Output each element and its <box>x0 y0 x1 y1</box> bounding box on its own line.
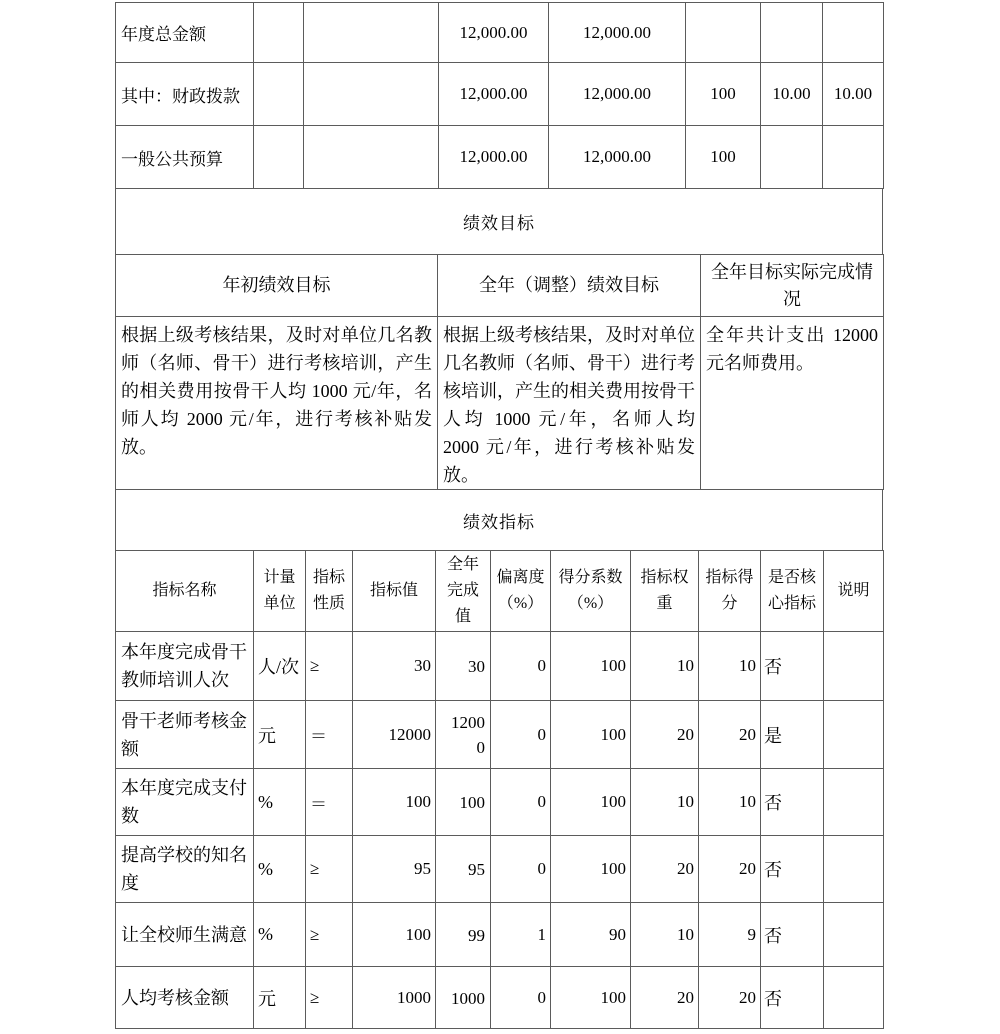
indicator-coefficient-cell: 100 <box>551 632 631 701</box>
indicator-coefficient-cell: 90 <box>551 903 631 967</box>
indicator-target-cell: 30 <box>353 632 436 701</box>
indicator-coefficient-cell: 100 <box>551 701 631 769</box>
table-row <box>116 255 884 317</box>
table-row <box>116 903 884 967</box>
completed-value: 12000 <box>451 712 485 757</box>
table-row <box>116 769 884 836</box>
indicator-note-cell <box>824 967 884 1029</box>
funding-value-cell <box>823 126 884 189</box>
funding-amount-cell: 12,000.00 <box>439 63 549 126</box>
indicator-coefficient-cell: 100 <box>551 836 631 903</box>
indicator-weight-cell: 20 <box>631 701 699 769</box>
goals-col-header-actual: 全年目标实际完成情况 <box>701 255 884 317</box>
funding-empty-cell <box>254 126 304 189</box>
indicator-coefficient-cell: 100 <box>551 967 631 1029</box>
table-row <box>116 701 884 769</box>
indicator-core-cell: 是 <box>761 701 824 769</box>
indicators-section-title: 绩效指标 <box>116 490 883 551</box>
indicator-note-cell <box>824 632 884 701</box>
indicator-name-cell: 本年度完成支付数 <box>116 769 254 836</box>
goals-col-header-adjusted: 全年（调整）绩效目标 <box>438 255 701 317</box>
indicator-score-cell: 10 <box>699 632 761 701</box>
indicator-name-cell: 骨干老师考核金额 <box>116 701 254 769</box>
table-row <box>116 490 883 551</box>
funding-value-cell <box>761 3 823 63</box>
indicator-nature-cell: ≥ <box>306 836 353 903</box>
funding-amount-cell: 12,000.00 <box>439 3 549 63</box>
indicator-target-cell: 1000 <box>353 967 436 1029</box>
completed-value: 1000 <box>451 988 485 1008</box>
indicator-unit-cell: % <box>254 769 306 836</box>
funding-row-label: 年度总金额 <box>116 3 254 63</box>
indicator-deviation-cell: 0 <box>491 769 551 836</box>
indicator-score-cell: 20 <box>699 967 761 1029</box>
completed-value: 100 <box>459 793 485 813</box>
funding-empty-cell <box>304 126 439 189</box>
funding-rate-cell: 100 <box>686 63 761 126</box>
col-header-note: 说明 <box>824 551 884 632</box>
indicator-completed-cell <box>436 836 491 903</box>
funding-rate-cell <box>686 3 761 63</box>
indicator-note-cell <box>824 701 884 769</box>
indicator-deviation-cell: 1 <box>491 903 551 967</box>
indicators-section <box>115 489 883 551</box>
col-header-score-coefficient: 得分系数（%） <box>551 551 631 632</box>
indicator-unit-cell: 元 <box>254 967 306 1029</box>
document-page <box>115 2 884 1029</box>
table-row <box>116 126 884 189</box>
funding-empty-cell <box>304 63 439 126</box>
col-header-indicator-name: 指标名称 <box>116 551 254 632</box>
indicator-unit-cell: 人/次 <box>254 632 306 701</box>
funding-value-cell: 10.00 <box>823 63 884 126</box>
indicator-nature-cell: ＝ <box>306 769 353 836</box>
indicator-nature-cell: ＝ <box>306 701 353 769</box>
col-header-weight: 指标权重 <box>631 551 699 632</box>
col-header-deviation: 偏离度（%） <box>491 551 551 632</box>
indicator-deviation-cell: 0 <box>491 701 551 769</box>
col-header-is-core: 是否核心指标 <box>761 551 824 632</box>
table-row <box>116 836 884 903</box>
indicator-unit-cell: 元 <box>254 701 306 769</box>
table-header-row <box>116 551 884 632</box>
indicator-completed-cell <box>436 632 491 701</box>
indicator-note-cell <box>824 836 884 903</box>
indicator-weight-cell: 10 <box>631 632 699 701</box>
indicator-unit-cell: % <box>254 836 306 903</box>
funding-amount-cell: 12,000.00 <box>439 126 549 189</box>
indicator-target-cell: 95 <box>353 836 436 903</box>
funding-empty-cell <box>254 63 304 126</box>
indicator-score-cell: 9 <box>699 903 761 967</box>
funding-value-cell <box>823 3 884 63</box>
indicator-note-cell <box>824 769 884 836</box>
completed-value: 30 <box>468 657 485 677</box>
indicator-target-cell: 100 <box>353 769 436 836</box>
indicator-weight-cell: 20 <box>631 967 699 1029</box>
indicators-table <box>115 550 884 1029</box>
table-row <box>116 317 884 490</box>
completed-value: 95 <box>468 860 485 880</box>
table-row <box>116 967 884 1029</box>
indicator-core-cell: 否 <box>761 632 824 701</box>
indicator-completed-cell <box>436 769 491 836</box>
col-header-target-value: 指标值 <box>353 551 436 632</box>
goal-actual-text: 全年共计支出 12000 元名师费用。 <box>701 317 884 490</box>
indicator-nature-cell: ≥ <box>306 632 353 701</box>
indicator-completed-cell <box>436 701 491 769</box>
indicator-weight-cell: 10 <box>631 903 699 967</box>
funding-row-label: 其中：财政拨款 <box>116 63 254 126</box>
col-header-nature: 指标性质 <box>306 551 353 632</box>
col-header-unit: 计量单位 <box>254 551 306 632</box>
indicator-completed-cell <box>436 967 491 1029</box>
indicator-nature-cell: ≥ <box>306 967 353 1029</box>
col-header-completed-value: 全年完成值 <box>436 551 491 632</box>
funding-table <box>115 2 884 189</box>
indicator-deviation-cell: 0 <box>491 836 551 903</box>
indicator-name-cell: 人均考核金额 <box>116 967 254 1029</box>
funding-amount-cell: 12,000.00 <box>549 3 686 63</box>
indicator-completed-cell <box>436 903 491 967</box>
indicator-unit-cell: % <box>254 903 306 967</box>
indicator-core-cell: 否 <box>761 903 824 967</box>
funding-empty-cell <box>254 3 304 63</box>
goals-section <box>115 188 883 255</box>
goal-initial-text: 根据上级考核结果，及时对单位几名教师（名师、骨干）进行考核培训，产生的相关费用按骨干人均 1000 元/年，名师人均 2000 元/年，进行考核补贴发放。 <box>116 317 438 490</box>
funding-row-label: 一般公共预算 <box>116 126 254 189</box>
indicator-core-cell: 否 <box>761 967 824 1029</box>
funding-value-cell: 10.00 <box>761 63 823 126</box>
indicator-note-cell <box>824 903 884 967</box>
table-row <box>116 63 884 126</box>
table-row <box>116 3 884 63</box>
table-row <box>116 189 883 255</box>
indicator-core-cell: 否 <box>761 769 824 836</box>
completed-value: 99 <box>468 925 485 945</box>
goals-section-title: 绩效目标 <box>116 189 883 255</box>
indicator-deviation-cell: 0 <box>491 632 551 701</box>
funding-rate-cell: 100 <box>686 126 761 189</box>
indicator-deviation-cell: 0 <box>491 967 551 1029</box>
indicator-score-cell: 10 <box>699 769 761 836</box>
indicator-score-cell: 20 <box>699 701 761 769</box>
indicator-weight-cell: 10 <box>631 769 699 836</box>
funding-value-cell <box>761 126 823 189</box>
indicator-nature-cell: ≥ <box>306 903 353 967</box>
funding-amount-cell: 12,000.00 <box>549 63 686 126</box>
indicator-score-cell: 20 <box>699 836 761 903</box>
goals-col-header-initial: 年初绩效目标 <box>116 255 438 317</box>
goal-adjusted-text: 根据上级考核结果，及时对单位几名教师（名师、骨干）进行考核培训，产生的相关费用按骨干人均 1000 元/年，名师人均 2000 元/年，进行考核补贴发放。 <box>438 317 701 490</box>
indicator-name-cell: 本年度完成骨干教师培训人次 <box>116 632 254 701</box>
col-header-score: 指标得分 <box>699 551 761 632</box>
funding-amount-cell: 12,000.00 <box>549 126 686 189</box>
funding-empty-cell <box>304 3 439 63</box>
indicator-name-cell: 提高学校的知名度 <box>116 836 254 903</box>
indicator-coefficient-cell: 100 <box>551 769 631 836</box>
indicator-target-cell: 12000 <box>353 701 436 769</box>
indicator-weight-cell: 20 <box>631 836 699 903</box>
table-row <box>116 632 884 701</box>
indicator-target-cell: 100 <box>353 903 436 967</box>
indicator-name-cell: 让全校师生满意 <box>116 903 254 967</box>
indicator-core-cell: 否 <box>761 836 824 903</box>
goals-table <box>115 254 884 490</box>
